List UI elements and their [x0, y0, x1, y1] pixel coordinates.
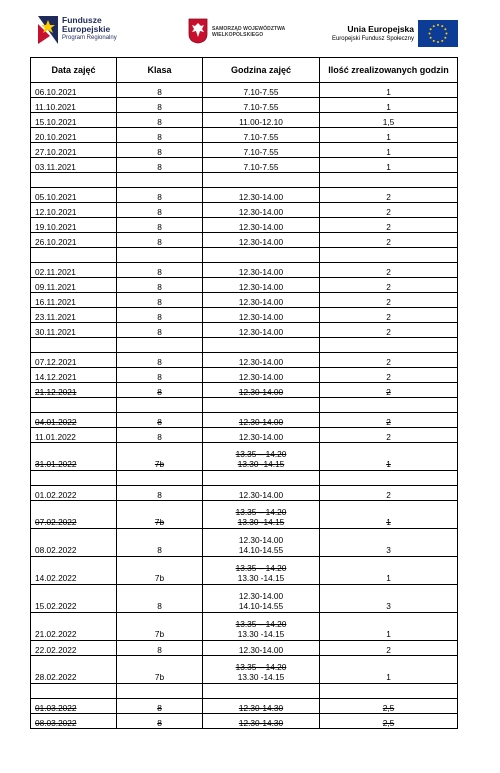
table-row [31, 699, 458, 714]
cell-klasa: 8 [117, 293, 203, 308]
spacer-row [31, 173, 458, 188]
col-header-klasa: Klasa [117, 58, 203, 83]
cell-godzina [203, 557, 320, 585]
cell-godzina [203, 368, 320, 383]
cell-date: 08.03.2022 [31, 714, 117, 729]
table-row [31, 143, 458, 158]
cell-godzina [203, 353, 320, 368]
cell-klasa: 8 [117, 233, 203, 248]
cell-godzina [203, 699, 320, 714]
cell-date [31, 398, 117, 413]
cell-klasa: 8 [117, 143, 203, 158]
cell-date: 15.10.2021 [31, 113, 117, 128]
godzina-line: 13.35 – 14.20 [235, 507, 287, 517]
cell-godzina [203, 471, 320, 486]
table-row [31, 641, 458, 656]
godzina-line: 13.35 – 14.20 [235, 619, 287, 629]
fe-logo-text [62, 16, 117, 43]
godzina-line: 12.30-14.00 [238, 417, 284, 427]
cell-godzina [203, 203, 320, 218]
fe-line1: Fundusze [62, 15, 102, 25]
table-row [31, 585, 458, 613]
wlkp-line1: SAMORZĄD WOJEWÓDZTWA [212, 26, 286, 32]
godzina-line: 12.30-14.00 [238, 237, 284, 247]
cell-ilosc [320, 248, 458, 263]
wielkopolska-logo [188, 18, 298, 48]
cell-klasa: 8 [117, 278, 203, 293]
eu-star-icon [433, 40, 435, 42]
cell-ilosc [320, 338, 458, 353]
cell-godzina [203, 486, 320, 501]
eu-star-icon [430, 37, 432, 39]
cell-klasa [117, 471, 203, 486]
cell-ilosc: 2 [320, 218, 458, 233]
cell-godzina [203, 501, 320, 529]
godzina-line: 13.35 – 14.20 [235, 662, 287, 672]
cell-date [31, 684, 117, 699]
cell-date [31, 173, 117, 188]
godzina-line: 12.30-14.00 [238, 222, 284, 232]
cell-godzina [203, 428, 320, 443]
cell-ilosc: 2 [320, 308, 458, 323]
ue-line1: Unia Europejska [347, 24, 414, 34]
godzina-line: 13.35 – 14.20 [235, 449, 287, 459]
table-row [31, 486, 458, 501]
cell-date: 14.12.2021 [31, 368, 117, 383]
table-row [31, 368, 458, 383]
godzina-line: 13.30 -14.15 [237, 517, 285, 527]
cell-klasa: 8 [117, 353, 203, 368]
godzina-line: 13.30 -14.15 [237, 629, 285, 639]
eu-star-icon [433, 25, 435, 27]
table-row [31, 353, 458, 368]
spacer-row [31, 684, 458, 699]
cell-klasa: 8 [117, 585, 203, 613]
cell-klasa: 7b [117, 613, 203, 641]
godzina-line: 12.30-14.00 [238, 372, 284, 382]
cell-klasa: 8 [117, 368, 203, 383]
cell-ilosc: 1 [320, 557, 458, 585]
ue-line2: Europejski Fundusz Społeczny [331, 36, 414, 42]
cell-ilosc: 1 [320, 158, 458, 173]
cell-godzina [203, 413, 320, 428]
cell-date: 07.12.2021 [31, 353, 117, 368]
godzina-line: 14.10-14.55 [238, 601, 284, 611]
eu-star-icon [444, 28, 446, 30]
cell-date: 22.02.2022 [31, 641, 117, 656]
godzina-line: 7.10-7.55 [243, 147, 279, 157]
spacer-row [31, 338, 458, 353]
cell-klasa: 7b [117, 501, 203, 529]
table-row [31, 323, 458, 338]
cell-ilosc: 2 [320, 203, 458, 218]
cell-godzina [203, 613, 320, 641]
cell-date: 23.11.2021 [31, 308, 117, 323]
godzina-line: 12.30-14.00 [238, 591, 284, 601]
godzina-line: 7.10-7.55 [243, 162, 279, 172]
table-row [31, 443, 458, 471]
godzina-line: 7.10-7.55 [243, 102, 279, 112]
eu-star-icon [441, 25, 443, 27]
cell-date: 20.10.2021 [31, 128, 117, 143]
godzina-line: 12.30-14.00 [238, 282, 284, 292]
cell-klasa [117, 684, 203, 699]
godzina-line: 12.30-14.00 [238, 645, 284, 655]
cell-godzina [203, 308, 320, 323]
cell-date: 31.01.2022 [31, 443, 117, 471]
cell-date: 26.10.2021 [31, 233, 117, 248]
cell-ilosc [320, 684, 458, 699]
cell-ilosc: 2,5 [320, 714, 458, 729]
eu-star-icon [437, 41, 439, 43]
cell-godzina [203, 113, 320, 128]
cell-ilosc: 1 [320, 143, 458, 158]
cell-godzina [203, 218, 320, 233]
eu-star-icon [437, 24, 439, 26]
cell-ilosc: 3 [320, 585, 458, 613]
godzina-line: 13.30 -14.15 [237, 672, 285, 682]
cell-klasa: 8 [117, 203, 203, 218]
table-row [31, 613, 458, 641]
cell-date: 16.11.2021 [31, 293, 117, 308]
cell-date [31, 471, 117, 486]
cell-godzina [203, 338, 320, 353]
cell-ilosc: 2 [320, 368, 458, 383]
ue-logo-text [332, 24, 414, 44]
table-row [31, 83, 458, 98]
cell-ilosc: 3 [320, 529, 458, 557]
cell-klasa: 8 [117, 323, 203, 338]
cell-godzina [203, 443, 320, 471]
cell-date: 06.10.2021 [31, 83, 117, 98]
cell-godzina [203, 641, 320, 656]
cell-klasa: 8 [117, 383, 203, 398]
cell-klasa: 8 [117, 486, 203, 501]
cell-godzina [203, 248, 320, 263]
table-row [31, 233, 458, 248]
cell-ilosc: 1 [320, 98, 458, 113]
cell-ilosc: 1 [320, 128, 458, 143]
cell-godzina [203, 188, 320, 203]
cell-klasa [117, 398, 203, 413]
table-row [31, 529, 458, 557]
cell-godzina [203, 158, 320, 173]
cell-date: 28.02.2022 [31, 656, 117, 684]
cell-klasa: 8 [117, 699, 203, 714]
cell-date: 03.11.2021 [31, 158, 117, 173]
table-row [31, 308, 458, 323]
godzina-line: 14.10-14.55 [238, 545, 284, 555]
cell-date: 04.01.2022 [31, 413, 117, 428]
cell-ilosc: 1,5 [320, 113, 458, 128]
table-row [31, 501, 458, 529]
table-row [31, 98, 458, 113]
cell-ilosc: 2 [320, 353, 458, 368]
table-row [31, 557, 458, 585]
fe-line3: Program Regionalny [62, 35, 117, 41]
fe-line2: Europejskie [62, 24, 111, 34]
cell-godzina [203, 529, 320, 557]
godzina-line: 12.30-14.00 [238, 267, 284, 277]
cell-date: 11.01.2022 [31, 428, 117, 443]
eu-star-icon [446, 33, 448, 35]
cell-klasa: 8 [117, 641, 203, 656]
cell-klasa: 8 [117, 529, 203, 557]
table-row [31, 293, 458, 308]
cell-ilosc: 2 [320, 188, 458, 203]
spacer-row [31, 398, 458, 413]
cell-ilosc: 2 [320, 278, 458, 293]
table-row [31, 203, 458, 218]
cell-ilosc: 1 [320, 443, 458, 471]
cell-godzina [203, 714, 320, 729]
eu-star-icon [444, 37, 446, 39]
cell-date: 15.02.2022 [31, 585, 117, 613]
cell-klasa: 8 [117, 263, 203, 278]
unia-europejska-logo [318, 20, 458, 50]
cell-klasa: 8 [117, 308, 203, 323]
cell-ilosc: 2,5 [320, 699, 458, 714]
cell-date: 21.02.2022 [31, 613, 117, 641]
cell-klasa: 7b [117, 443, 203, 471]
godzina-line: 12.30-14.00 [238, 387, 284, 397]
col-header-date: Data zajęć [31, 58, 117, 83]
godzina-line: 13.35 – 14.20 [235, 563, 287, 573]
cell-ilosc: 2 [320, 641, 458, 656]
table-body [31, 83, 458, 729]
col-header-ilosc: Ilość zrealizowanych godzin [320, 58, 458, 83]
cell-godzina [203, 684, 320, 699]
cell-ilosc: 2 [320, 293, 458, 308]
cell-klasa: 8 [117, 158, 203, 173]
table-row [31, 218, 458, 233]
eu-star-icon [441, 40, 443, 42]
table-row [31, 383, 458, 398]
cell-godzina [203, 263, 320, 278]
col-header-godzina: Godzina zajęć [203, 58, 320, 83]
cell-godzina [203, 83, 320, 98]
header-logos [0, 0, 500, 56]
table-row [31, 714, 458, 729]
godzina-line: 12.30-14.00 [238, 432, 284, 442]
cell-date: 12.10.2021 [31, 203, 117, 218]
cell-godzina [203, 173, 320, 188]
cell-klasa [117, 338, 203, 353]
cell-date: 01.03.2022 [31, 699, 117, 714]
cell-date: 14.02.2022 [31, 557, 117, 585]
cell-ilosc [320, 398, 458, 413]
cell-klasa [117, 248, 203, 263]
cell-klasa: 8 [117, 128, 203, 143]
cell-ilosc: 2 [320, 428, 458, 443]
godzina-line: 7.10-7.55 [243, 87, 279, 97]
cell-klasa: 8 [117, 714, 203, 729]
cell-date: 30.11.2021 [31, 323, 117, 338]
cell-godzina [203, 293, 320, 308]
eu-star-icon [430, 28, 432, 30]
cell-klasa: 8 [117, 83, 203, 98]
cell-klasa: 8 [117, 428, 203, 443]
table-header-row [31, 58, 458, 83]
cell-date: 01.02.2022 [31, 486, 117, 501]
cell-klasa: 8 [117, 413, 203, 428]
wlkp-logo-text [212, 26, 285, 38]
cell-godzina [203, 383, 320, 398]
cell-klasa: 8 [117, 218, 203, 233]
cell-date: 02.11.2021 [31, 263, 117, 278]
cell-godzina [203, 398, 320, 413]
cell-ilosc [320, 471, 458, 486]
cell-ilosc: 1 [320, 83, 458, 98]
cell-ilosc: 2 [320, 383, 458, 398]
godzina-line: 12.30-14.00 [238, 207, 284, 217]
cell-godzina [203, 143, 320, 158]
table-row [31, 188, 458, 203]
table-row [31, 158, 458, 173]
godzina-line: 12.30-14.00 [238, 327, 284, 337]
godzina-line: 12.30-14.00 [238, 535, 284, 545]
table-row [31, 413, 458, 428]
cell-date [31, 248, 117, 263]
cell-klasa: 8 [117, 113, 203, 128]
cell-date: 27.10.2021 [31, 143, 117, 158]
table-row [31, 278, 458, 293]
cell-klasa: 8 [117, 188, 203, 203]
godzina-line: 12.30-14.00 [238, 297, 284, 307]
cell-date: 21.12.2021 [31, 383, 117, 398]
cell-godzina [203, 278, 320, 293]
godzina-line: 12.30-14.30 [238, 718, 284, 728]
table-row [31, 428, 458, 443]
cell-date: 08.02.2022 [31, 529, 117, 557]
cell-godzina [203, 323, 320, 338]
godzina-line: 7.10-7.55 [243, 132, 279, 142]
godzina-line: 12.30-14.00 [238, 192, 284, 202]
spacer-row [31, 248, 458, 263]
godzina-line: 12.30-14.00 [238, 312, 284, 322]
cell-date: 11.10.2021 [31, 98, 117, 113]
fe-star-flag-icon [38, 16, 58, 44]
cell-ilosc: 1 [320, 656, 458, 684]
schedule-table [30, 57, 458, 729]
cell-ilosc: 2 [320, 486, 458, 501]
godzina-line: 13.30 -14.15 [237, 573, 285, 583]
cell-date: 09.11.2021 [31, 278, 117, 293]
table-row [31, 128, 458, 143]
cell-ilosc: 1 [320, 613, 458, 641]
table-row [31, 113, 458, 128]
cell-klasa: 7b [117, 557, 203, 585]
cell-godzina [203, 656, 320, 684]
cell-ilosc: 2 [320, 413, 458, 428]
godzina-line: 11.00-12.10 [239, 117, 283, 127]
cell-klasa: 8 [117, 98, 203, 113]
cell-date: 07.02.2022 [31, 501, 117, 529]
cell-godzina [203, 585, 320, 613]
cell-klasa [117, 173, 203, 188]
spacer-row [31, 471, 458, 486]
cell-ilosc: 2 [320, 263, 458, 278]
godzina-line: 13.30 -14.15 [237, 459, 285, 469]
table-row [31, 263, 458, 278]
table-row [31, 656, 458, 684]
cell-godzina [203, 128, 320, 143]
eu-flag-icon [418, 20, 458, 47]
eagle-crest-icon [188, 18, 208, 44]
cell-date: 05.10.2021 [31, 188, 117, 203]
cell-godzina [203, 233, 320, 248]
cell-ilosc: 2 [320, 233, 458, 248]
fundusze-europejskie-logo [38, 16, 158, 50]
cell-date [31, 338, 117, 353]
cell-ilosc [320, 173, 458, 188]
godzina-line: 12.30-14.30 [238, 703, 284, 713]
wlkp-line2: WIELKOPOLSKIEGO [212, 32, 264, 38]
cell-ilosc: 2 [320, 323, 458, 338]
godzina-line: 12.30-14.00 [238, 357, 284, 367]
cell-date: 19.10.2021 [31, 218, 117, 233]
cell-klasa: 7b [117, 656, 203, 684]
cell-godzina [203, 98, 320, 113]
godzina-line: 12.30-14.00 [238, 490, 284, 500]
cell-ilosc: 1 [320, 501, 458, 529]
eu-star-icon [429, 33, 431, 35]
